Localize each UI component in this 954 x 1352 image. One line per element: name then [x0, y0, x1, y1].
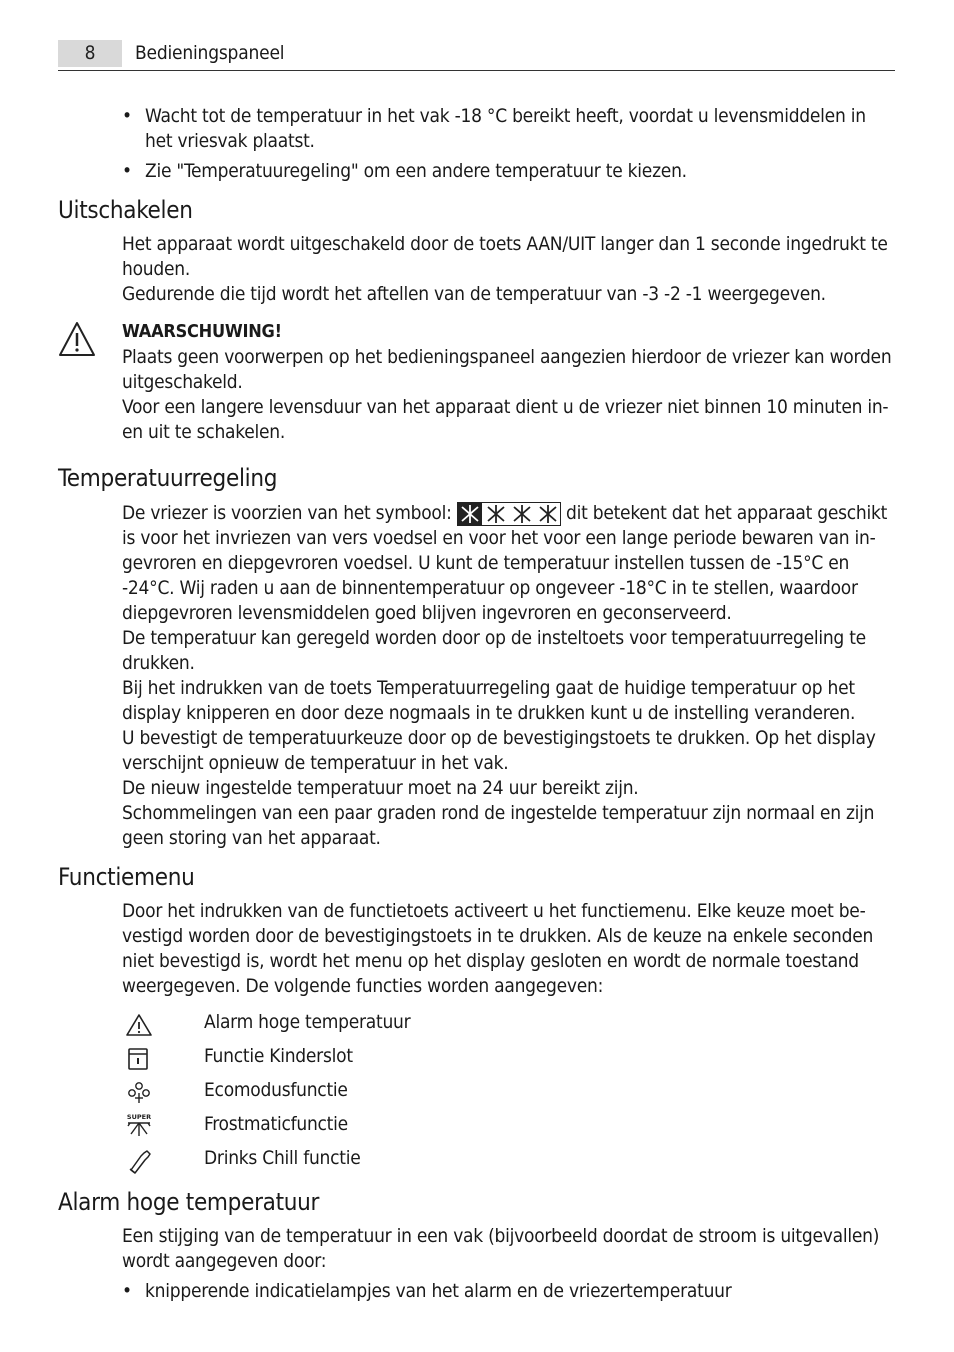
section-heading-temperatuurregeling: Temperatuurregeling [58, 464, 278, 492]
bullet-text: knipperende indicatielampjes van het alarm en de vriezertemperatuur [145, 1280, 732, 1302]
paragraph-line: weergegeven. De volgende functies worden aangegeven: [122, 975, 604, 997]
warning-line: Plaats geen voorwerpen op het bedieningspaneel aangezien hierdoor de vriezer kan worden [122, 346, 892, 368]
paragraph-line: geen storing van het apparaat. [122, 827, 381, 849]
paragraph-line [122, 501, 887, 526]
paragraph-line: Een stijging van de temperatuur in een vak (bijvoorbeeld doordat de stroom is uitgevallen) [122, 1225, 880, 1247]
bullet-dot: • [122, 1280, 133, 1302]
paragraph-line: drukken. [122, 652, 195, 674]
paragraph-line: -24°C. Wij raden u aan de binnentemperatuur op ongeveer -18°C in te stellen, waardoor [122, 577, 858, 599]
paragraph-line: wordt aangegeven door: [122, 1250, 327, 1272]
warning-icon [57, 320, 97, 358]
function-label: Drinks Chill functie [204, 1147, 361, 1169]
paragraph-line: Bij het indrukken van de toets Temperatuurregeling gaat de huidige temperatuur op het [122, 677, 855, 699]
paragraph-line: De nieuw ingestelde temperatuur moet na 24 uur bereikt zijn. [122, 777, 639, 799]
function-label: Ecomodusfunctie [204, 1079, 348, 1101]
function-label: Functie Kinderslot [204, 1045, 353, 1067]
paragraph-line: De temperatuur kan geregeld worden door op de insteltoets voor temperatuurregeling te [122, 627, 866, 649]
function-label: Frostmaticfunctie [204, 1113, 348, 1135]
page-header-title: Bedieningspaneel [135, 42, 285, 64]
four-star-freezer-icon [457, 502, 561, 526]
bullet-dot: • [122, 105, 133, 127]
paragraph-line: gevroren en diepgevroren voedsel. U kunt de temperatuur instellen tussen de -15°C en [122, 552, 850, 574]
paragraph-line: verschijnt opnieuw de temperatuur in het vak. [122, 752, 509, 774]
super-frost-icon [125, 1112, 153, 1138]
warning-line: en uit te schakelen. [122, 421, 286, 443]
paragraph-line: niet bevestigd is, wordt het menu op het display gesloten en wordt de normale toestand [122, 950, 859, 972]
section-heading-functiemenu: Functiemenu [58, 863, 195, 891]
super-label: SUPER [126, 1113, 152, 1121]
header-rule [58, 70, 895, 71]
paragraph-line: U bevestigt de temperatuurkeuze door op de bevestigingstoets te drukken. Op het display [122, 727, 876, 749]
bullet-dot: • [122, 160, 133, 182]
paragraph-line: is voor het invriezen van vers voedsel en voor het voor een lange periode bewaren van in- [122, 527, 876, 549]
bullet-text: het vriesvak plaatst. [145, 130, 315, 152]
paragraph-line: diepgevroren levensmiddelen goed blijven ingevroren en geconserveerd. [122, 602, 732, 624]
paragraph-line: Schommelingen van een paar graden rond de ingestelde temperatuur zijn normaal en zijn [122, 802, 875, 824]
paragraph-line: Gedurende die tijd wordt het aftellen van de temperatuur van -3 -2 -1 weergegeven. [122, 283, 826, 305]
warning-title: WAARSCHUWING! [122, 321, 282, 342]
warning-line: Voor een langere levensduur van het apparaat dient u de vriezer niet binnen 10 minuten in- [122, 396, 889, 418]
paragraph-line: display knipperen en door deze nogmaals in te drukken kunt u de instelling veranderen. [122, 702, 856, 724]
bullet-text: Wacht tot de temperatuur in het vak -18 °C bereikt heeft, voordat u levensmiddelen in [145, 105, 866, 127]
section-heading-alarm: Alarm hoge temperatuur [58, 1188, 320, 1216]
function-label: Alarm hoge temperatuur [204, 1011, 411, 1033]
page-number: 8 [84, 42, 96, 64]
paragraph-line: Door het indrukken van de functietoets activeert u het functiemenu. Elke keuze moet be- [122, 900, 866, 922]
bottle-icon [125, 1148, 153, 1174]
eco-mode-icon [125, 1080, 153, 1106]
symbol-intro-text: De vriezer is voorzien van het symbool: [122, 502, 452, 524]
child-lock-icon [125, 1046, 153, 1072]
warning-triangle-icon [125, 1012, 153, 1038]
symbol-after-text: dit betekent dat het apparaat geschikt [566, 502, 888, 524]
warning-line: uitgeschakeld. [122, 371, 243, 393]
paragraph-line: Het apparaat wordt uitgeschakeld door de toets AAN/UIT langer dan 1 seconde ingedrukt te [122, 233, 888, 255]
paragraph-line: vestigd worden door de bevestigingstoets in te drukken. Als de keuze na enkele seconden [122, 925, 874, 947]
paragraph-line: houden. [122, 258, 191, 280]
bullet-text: Zie "Temperatuuregeling" om een andere temperatuur te kiezen. [145, 160, 687, 182]
section-heading-uitschakelen: Uitschakelen [58, 196, 193, 224]
